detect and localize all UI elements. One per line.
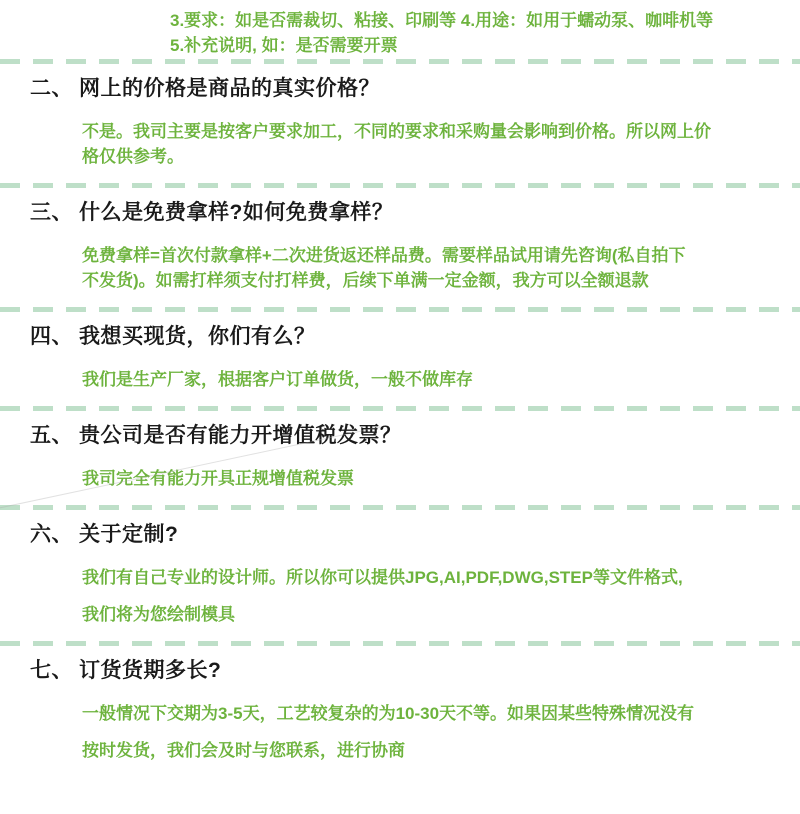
faq-answer <box>82 119 770 169</box>
question-text: 订货货期多长? <box>79 659 222 682</box>
question-text: 什么是免费拿样?如何免费拿样？ <box>79 201 394 224</box>
faq-answer <box>82 701 770 763</box>
faq-answer <box>82 565 770 627</box>
faq-section-customization <box>0 510 800 641</box>
question-number: 三、 <box>30 201 73 224</box>
answer-line: 不是。我司主要是按客户要求加工，不同的要求和采购量会影响到价格。所以网上价 <box>82 122 711 141</box>
faq-section-stock <box>0 312 800 406</box>
answer-line: 免费拿样=首次付款拿样+二次进货返还样品费。需要样品试用请先咨询(私自拍下 <box>82 246 686 265</box>
answer-line: 一般情况下交期为3-5天，工艺较复杂的为10-30天不等。如果因某些特殊情况没有 <box>82 704 695 723</box>
faq-answer <box>82 466 770 491</box>
question-text: 贵公司是否有能力开增值税发票？ <box>79 424 402 447</box>
faq-section-price <box>0 64 800 183</box>
question-text: 网上的价格是商品的真实价格？ <box>79 77 380 100</box>
question-text: 我想买现货，你们有么？ <box>79 325 316 348</box>
inquiry-note-line: 3.要求：如是否需裁切、粘接、印刷等 4.用途：如用于蠕动泵、咖啡机等 <box>170 11 714 30</box>
answer-line: 我们将为您绘制模具 <box>82 605 235 624</box>
answer-line: 不发货)。如需打样须支付打样费，后续下单满一定金额，我方可以全额退款 <box>82 271 649 290</box>
faq-answer <box>82 367 770 392</box>
question-number: 五、 <box>30 424 73 447</box>
faq-question <box>30 322 770 352</box>
faq-question <box>30 656 770 686</box>
question-text: 关于定制? <box>79 523 179 546</box>
answer-line: 我们有自己专业的设计师。所以你可以提供JPG,AI,PDF,DWG,STEP等文件格式, <box>82 568 683 587</box>
faq-section-lead-time <box>0 646 800 777</box>
question-number: 二、 <box>30 77 73 100</box>
faq-question <box>30 421 770 451</box>
question-number: 七、 <box>30 659 73 682</box>
faq-section-free-sample <box>0 188 800 307</box>
faq-question <box>30 198 770 228</box>
answer-line: 我们是生产厂家，根据客户订单做货，一般不做库存 <box>82 370 473 389</box>
faq-answer <box>82 243 770 293</box>
answer-line: 格仅供参考。 <box>82 147 184 166</box>
faq-question <box>30 74 770 104</box>
answer-line: 我司完全有能力开具正规增值税发票 <box>82 469 354 488</box>
inquiry-note-line: 5.补充说明, 如：是否需要开票 <box>170 36 398 55</box>
faq-question <box>30 520 770 550</box>
question-number: 四、 <box>30 325 73 348</box>
faq-section-vat-invoice <box>0 411 800 505</box>
inquiry-notes <box>0 0 800 59</box>
question-number: 六、 <box>30 523 73 546</box>
answer-line: 按时发货，我们会及时与您联系，进行协商 <box>82 741 405 760</box>
